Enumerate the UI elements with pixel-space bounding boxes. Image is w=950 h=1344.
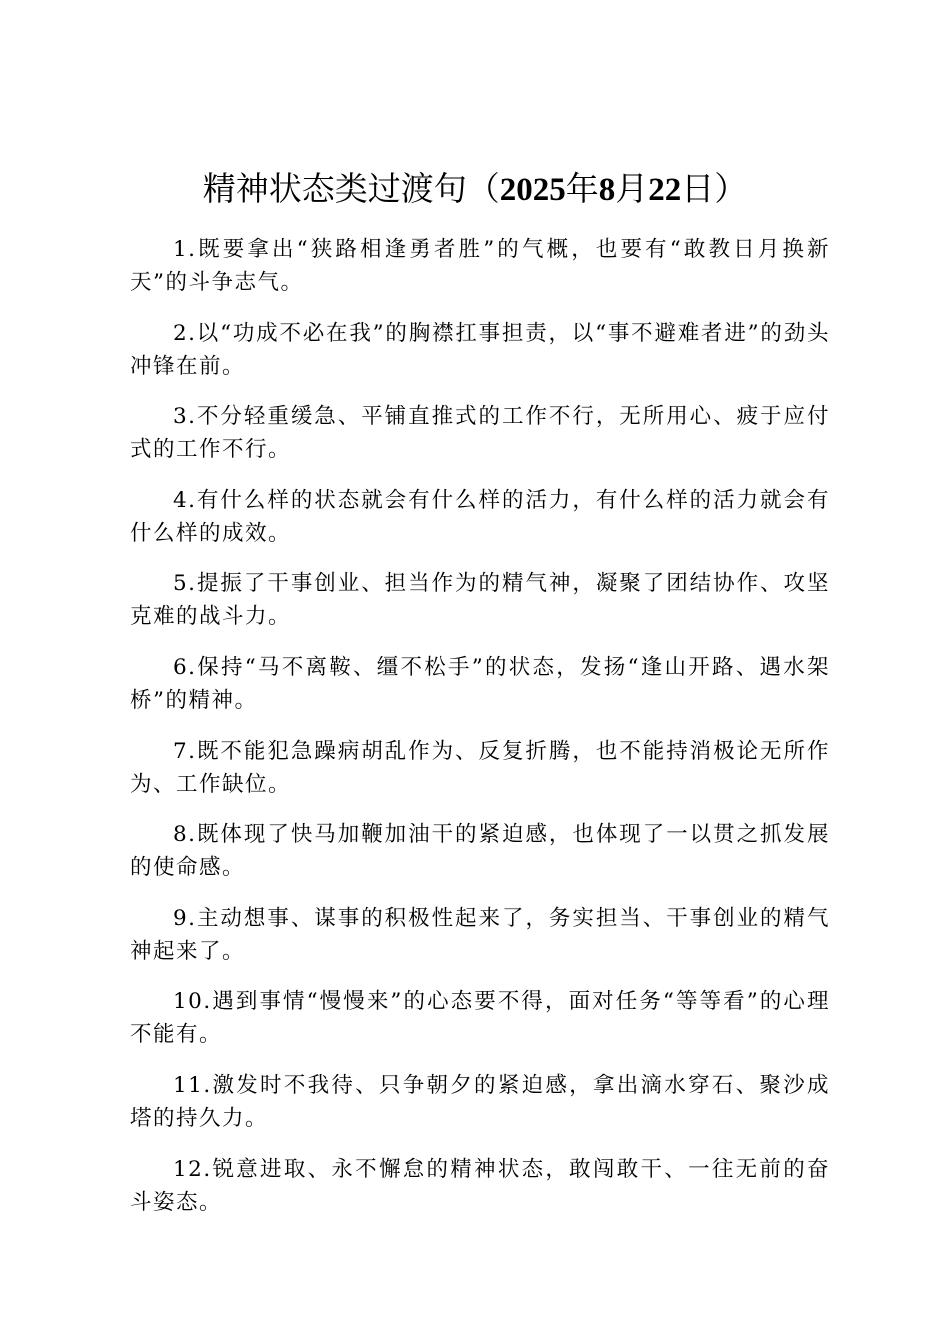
paragraph-4: 4.有什么样的状态就会有什么样的活力，有什么样的活力就会有什么样的成效。 xyxy=(130,487,830,546)
title-text-4: 日） xyxy=(681,169,748,208)
title-month: 8 xyxy=(598,172,616,208)
paragraph-2: 2.以“功成不必在我”的胸襟扛事担责，以“事不避难者进”的劲头冲锋在前。 xyxy=(130,320,830,379)
page-title xyxy=(0,166,950,213)
title-text-1: 精神状态类过渡句（ xyxy=(202,169,500,208)
title-text-3: 月 xyxy=(615,169,649,208)
document-body xyxy=(130,233,830,1236)
paragraph-7: 7.既不能犯急躁病胡乱作为、反复折腾，也不能持消极论无所作为、工作缺位。 xyxy=(130,738,830,797)
paragraph-1: 1.既要拿出“狭路相逢勇者胜”的气概，也要有“敢教日月换新天”的斗争志气。 xyxy=(130,237,830,295)
paragraph-5: 5.提振了干事创业、担当作为的精气神，凝聚了团结协作、攻坚克难的战斗力。 xyxy=(130,571,830,630)
title-day: 22 xyxy=(648,172,682,208)
paragraph-6: 6.保持“马不离鞍、缰不松手”的状态，发扬“逢山开路、遇水架桥”的精神。 xyxy=(130,654,830,713)
paragraph-3: 3.不分轻重缓急、平铺直推式的工作不行，无所用心、疲于应付式的工作不行。 xyxy=(130,404,830,463)
paragraph-8: 8.既体现了快马加鞭加油干的紧迫感，也体现了一以贯之抓发展的使命感。 xyxy=(130,822,830,881)
title-year: 2025 xyxy=(499,172,566,208)
paragraph-10: 10.遇到事情“慢慢来”的心态要不得，面对任务“等等看”的心理不能有。 xyxy=(130,989,830,1048)
paragraph-12: 12.锐意进取、永不懈怠的精神状态，敢闯敢干、一往无前的奋斗姿态。 xyxy=(130,1156,830,1215)
title-text-2: 年 xyxy=(565,169,599,208)
paragraph-9: 9.主动想事、谋事的积极性起来了，务实担当、干事创业的精气神起来了。 xyxy=(130,905,830,964)
paragraph-11: 11.激发时不我待、只争朝夕的紧迫感，拿出滴水穿石、聚沙成塔的持久力。 xyxy=(130,1072,830,1131)
